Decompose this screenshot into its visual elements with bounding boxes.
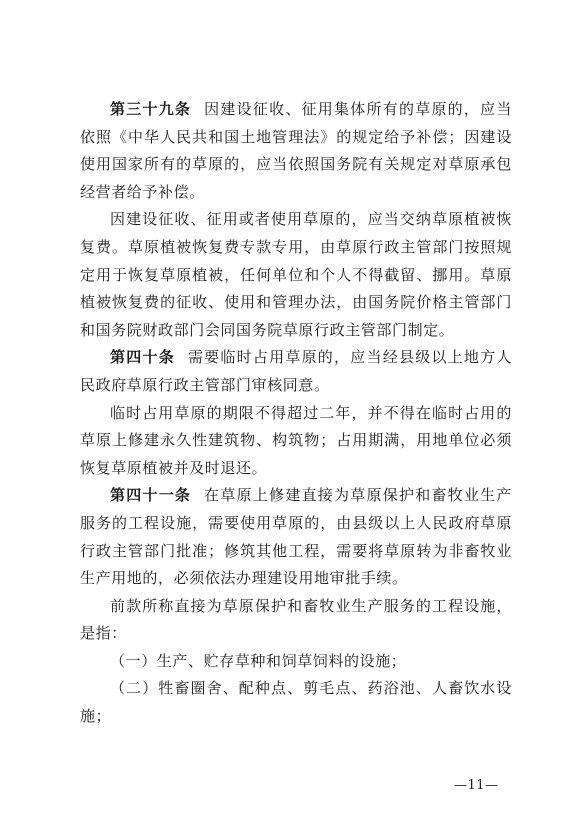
article-40-paragraph bbox=[80, 344, 512, 399]
list-item-2-text: （二）牲畜圈舍、配种点、剪毛点、药浴池、人畜饮水设施； bbox=[80, 679, 512, 726]
article-41-paragraph bbox=[80, 482, 512, 592]
article-40-paragraph-2 bbox=[80, 400, 512, 483]
article-39-paragraph-2 bbox=[80, 206, 512, 344]
article-39-paragraph bbox=[80, 96, 512, 206]
article-41-number: 第四十一条 bbox=[110, 486, 192, 505]
list-item-1-text: （一）生产、贮存草种和饲草饲料的设施； bbox=[110, 651, 407, 670]
article-41-paragraph-2 bbox=[80, 593, 512, 648]
document-body bbox=[80, 96, 512, 731]
article-39-number: 第三十九条 bbox=[110, 100, 192, 118]
list-item-2 bbox=[80, 675, 512, 730]
article-40-text: 需要临时占用草原的，应当经县级以上地方人民政府草原行政主管部门审核同意。 bbox=[80, 348, 512, 394]
article-39-text-2: 因建设征收、征用或者使用草原的，应当交纳草原植被恢复费。草原植被恢复费专款专用，由草原行政主管部门按照规定用于恢复草原植被，任何单位和个人不得截留、挪用。草原植被恢复费的征收、使用和管理办法，由国务院价格主管部门和国务院财政部门会同国务院草原行政主管部门制定。 bbox=[80, 210, 512, 339]
article-41-text: 在草原上修建直接为草原保护和畜牧业生产服务的工程设施，需要使用草原的，由县级以上人民政府草原行政主管部门批准；修筑其他工程，需要将草原转为非畜牧业生产用地的，必须依法办理建设用地审批手续。 bbox=[80, 486, 512, 588]
article-40-text-2: 临时占用草原的期限不得超过二年，并不得在临时占用的草原上修建永久性建筑物、构筑物；占用期满，用地单位必须恢复草原植被并及时退还。 bbox=[80, 403, 512, 477]
article-40-number: 第四十条 bbox=[110, 348, 175, 367]
list-item-1 bbox=[80, 648, 512, 676]
article-41-text-2: 前款所称直接为草原保护和畜牧业生产服务的工程设施，是指： bbox=[80, 596, 512, 643]
page-number: —11— bbox=[454, 778, 499, 793]
article-39-text: 因建设征收、征用集体所有的草原的，应当依照《中华人民共和国土地管理法》的规定给予补偿；因建设使用国家所有的草原的，应当依照国务院有关规定对草原承包经营者给予补偿。 bbox=[80, 100, 512, 201]
